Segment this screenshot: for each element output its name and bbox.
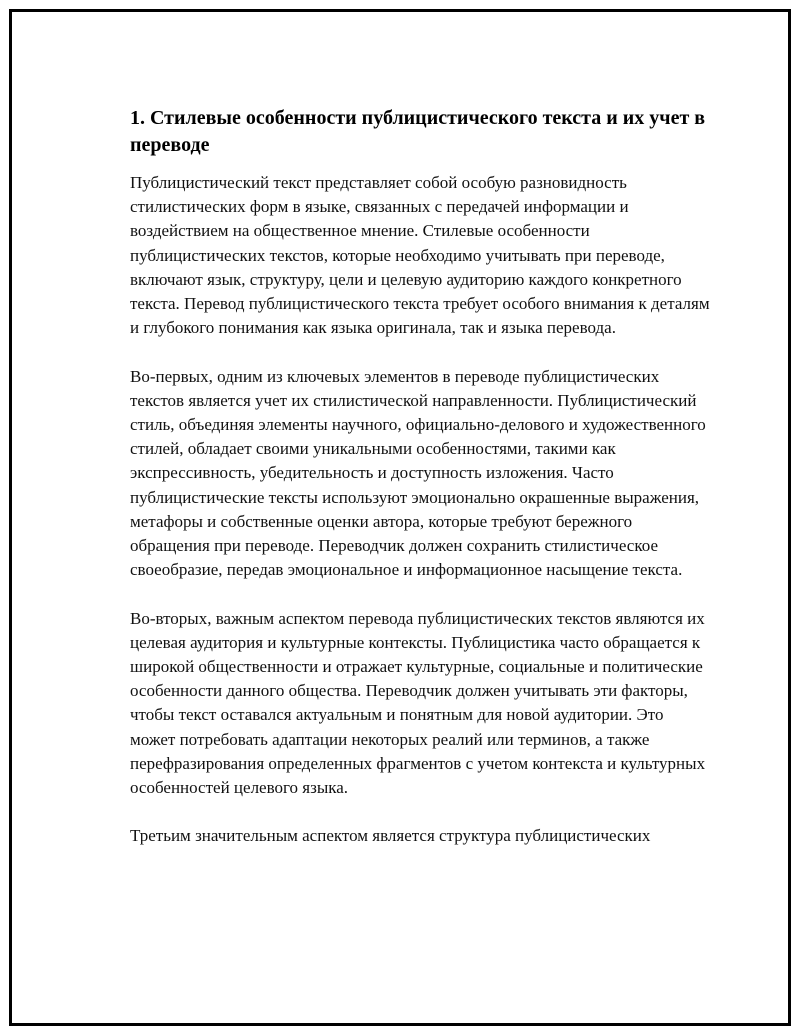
paragraph-third-point: Третьим значительным аспектом является структура публицистических [130, 826, 651, 846]
paragraph-first-point: Во-первых, одним из ключевых элементов в переводе публицистических текстов является учет их стилистической направленности. Публицистический стиль, объединяя элементы научного, официально-делового и художественного стилей, обладает своими уникальными особенностями, такими как экспрессивность, убедительность и доступность изложения. Часто публицистические тексты используют эмоционально окрашенные выражения, метафоры и собственные оценки автора, которые требуют бережного обращения при переводе. Переводчик должен сохранить стилистическое своеобразие, передав эмоциональное и информационное насыщение текста. [130, 366, 706, 580]
paragraph-intro: Публицистический текст представляет собой особую разновидность стилистических форм в языке, связанных с передачей информации и воздействием на общественное мнение. Стилевые особенности публицистических текстов, которые необходимо учитывать при переводе, включают язык, структуру, цели и целевую аудиторию каждого конкретного текста. Перевод публицистического текста требует особого внимания к деталям и глубокого понимания как языка оригинала, так и языка перевода. [130, 173, 710, 338]
paragraph-second-point: Во-вторых, важным аспектом перевода публицистических текстов являются их целевая аудитория и культурные контексты. Публицистика часто обращается к широкой общественности и отражает культурные, социальные и политические особенности данного общества. Переводчик должен учитывать эти факторы, чтобы текст оставался актуальным и понятным для новой аудитории. Это может потребовать адаптации некоторых реалий или терминов, а также перефразирования определенных фрагментов с учетом контекста и культурных особенностей целевого языка. [130, 608, 706, 798]
section-heading: 1. Стилевые особенности публицистического текста и их учет в переводе [130, 107, 706, 156]
page-frame [9, 9, 791, 1026]
document-body [130, 105, 710, 873]
